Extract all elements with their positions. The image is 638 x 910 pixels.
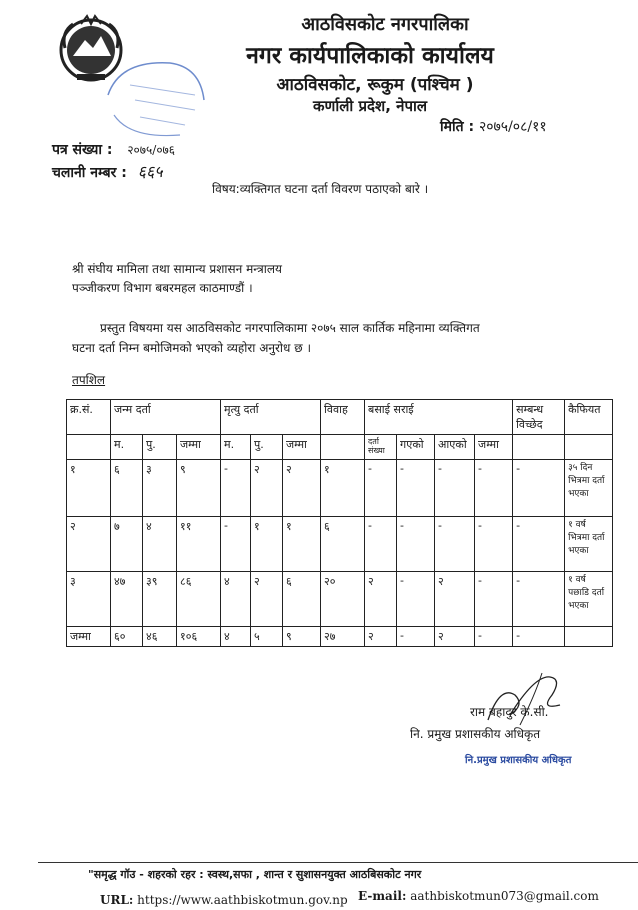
cell-marriage: ६ xyxy=(321,517,365,572)
cell-migration-total: - xyxy=(475,460,513,517)
cell-death-total: २ xyxy=(283,460,321,517)
letter-date xyxy=(440,117,547,136)
body-line-2: घटना दर्ता निम्न बमोजिमको भएको व्यहोरा अनुरोध छ । xyxy=(72,341,312,355)
cell-death-male: ४ xyxy=(221,572,251,627)
sub-female: पु. xyxy=(251,435,283,460)
designation-stamp: नि.प्रमुख प्रशासकीय अधिकृत xyxy=(465,755,572,766)
cell-remarks: १ वर्ष पछाडि दर्ता भएका xyxy=(565,572,613,627)
cell-death-total: ६ xyxy=(283,572,321,627)
cell-birth-total: १०६ xyxy=(177,627,221,647)
sub-female: पु. xyxy=(143,435,177,460)
dispatch-number xyxy=(52,160,163,182)
cell-death-male: - xyxy=(221,460,251,517)
footer-url xyxy=(100,893,348,907)
sub-total: जम्मा xyxy=(283,435,321,460)
sub-total: जम्मा xyxy=(475,435,513,460)
cell-birth-male: ६ xyxy=(111,460,143,517)
email-value[interactable]: aathbiskotmun073@gmail.com xyxy=(410,889,599,903)
cell-migration-total: - xyxy=(475,517,513,572)
table-header-row xyxy=(67,400,613,435)
cell-marriage: २७ xyxy=(321,627,365,647)
recipient-line-2: पञ्जीकरण विभाग बबरमहल काठमाण्डौं । xyxy=(72,281,253,295)
cell-death-total: १ xyxy=(283,517,321,572)
cell-divorce: - xyxy=(513,627,565,647)
cell-birth-male: ७ xyxy=(111,517,143,572)
cell-migration-went: - xyxy=(397,572,435,627)
cell-death-male: - xyxy=(221,517,251,572)
cell-sn: ३ xyxy=(67,572,111,627)
header-migration: बसाई सराई xyxy=(365,400,513,435)
body-line-1: प्रस्तुत विषयमा यस आठविसकोट नगरपालिकामा २०७५ साल कार्तिक महिनामा व्यक्तिगत xyxy=(100,321,480,335)
cell-remarks: ३५ दिन भित्रमा दर्ता भएका xyxy=(565,460,613,517)
letter-number xyxy=(52,140,175,159)
cell-birth-female: ३९ xyxy=(143,572,177,627)
cell-birth-female: ४ xyxy=(143,517,177,572)
cell-remarks: १ वर्ष भित्रमा दर्ता भएका xyxy=(565,517,613,572)
sub-came: आएको xyxy=(435,435,475,460)
cell-sn: २ xyxy=(67,517,111,572)
header-divorce: सम्बन्ध विच्छेद xyxy=(513,400,565,435)
footer-slogan: "समृद्ध गॉउ - शहरको रहर : स्वस्थ,सफा , शान्त र सुशासनयुक्त आठबिसकोट नगर xyxy=(88,868,422,881)
sub-went: गएको xyxy=(397,435,435,460)
table-row xyxy=(67,517,613,572)
cell-death-male: ४ xyxy=(221,627,251,647)
signatory-title: नि. प्रमुख प्रशासकीय अधिकृत xyxy=(410,727,541,741)
municipality-name: आठविसकोट नगरपालिका xyxy=(301,14,469,35)
cell-birth-male: ६० xyxy=(111,627,143,647)
cell-divorce: - xyxy=(513,460,565,517)
cell-marriage: १ xyxy=(321,460,365,517)
header-birth: जन्म दर्ता xyxy=(111,400,221,435)
cell-birth-female: ४६ xyxy=(143,627,177,647)
cell-sn: १ xyxy=(67,460,111,517)
cell-divorce: - xyxy=(513,517,565,572)
url-label: URL: xyxy=(100,893,134,907)
cell-migration-reg: - xyxy=(365,517,397,572)
office-name: नगर कार्यपालिकाको कार्यालय xyxy=(246,43,494,69)
cell-migration-came: २ xyxy=(435,572,475,627)
cell-migration-went: - xyxy=(397,460,435,517)
email-label: E-mail: xyxy=(358,889,407,903)
cell-total-label: जम्मा xyxy=(67,627,111,647)
cell-death-female: २ xyxy=(251,572,283,627)
dispatch-number-value: ६६५ xyxy=(137,162,163,181)
cell-birth-male: ४७ xyxy=(111,572,143,627)
cell-migration-total: - xyxy=(475,572,513,627)
date-label: मिति : xyxy=(440,119,475,135)
table-total-row xyxy=(67,627,613,647)
table-row xyxy=(67,460,613,517)
table-title: तपशिल xyxy=(72,373,106,387)
cell-birth-female: ३ xyxy=(143,460,177,517)
footer-divider xyxy=(38,862,638,863)
cell-birth-total: ८६ xyxy=(177,572,221,627)
cell-migration-went: - xyxy=(397,627,435,647)
footer-email xyxy=(358,889,599,903)
letter-subject: विषय:व्यक्तिगत घटना दर्ता विवरण पठाएको बारे । xyxy=(212,182,429,196)
cell-migration-came: २ xyxy=(435,627,475,647)
cell-birth-total: ११ xyxy=(177,517,221,572)
province-name: कर्णाली प्रदेश, नेपाल xyxy=(312,97,428,115)
sub-total: जम्मा xyxy=(177,435,221,460)
registration-table xyxy=(66,399,613,647)
url-value[interactable]: https://www.aathbiskotmun.gov.np xyxy=(137,893,348,907)
header-death: मृत्यु दर्ता xyxy=(221,400,321,435)
cell-death-female: २ xyxy=(251,460,283,517)
cell-death-female: ५ xyxy=(251,627,283,647)
cell-death-total: ९ xyxy=(283,627,321,647)
sub-reg-count: दर्ता संख्या xyxy=(365,435,397,460)
sub-male: म. xyxy=(111,435,143,460)
cell-migration-reg: २ xyxy=(365,627,397,647)
cell-birth-total: ९ xyxy=(177,460,221,517)
cell-migration-reg: २ xyxy=(365,572,397,627)
sub-male: म. xyxy=(221,435,251,460)
cell-migration-total: - xyxy=(475,627,513,647)
office-location: आठविसकोट, रूकुम (पश्चिम ) xyxy=(276,75,474,95)
letter-number-label: पत्र संख्या : xyxy=(52,142,113,158)
recipient-line-1: श्री संघीय मामिला तथा सामान्य प्रशासन मन्त्रालय xyxy=(72,262,282,276)
table-row xyxy=(67,572,613,627)
cell-migration-came: - xyxy=(435,460,475,517)
letter-number-value: २०७५/०७६ xyxy=(127,143,176,157)
header-sn: क्र.सं. xyxy=(67,400,111,435)
header-marriage: विवाह xyxy=(321,400,365,435)
cell-migration-went: - xyxy=(397,517,435,572)
cell-migration-came: - xyxy=(435,517,475,572)
dispatch-number-label: चलानी नम्बर : xyxy=(52,165,127,181)
signatory-name: राम बहादुर के.सी. xyxy=(470,705,549,719)
date-value: २०७५/०८/११ xyxy=(478,119,547,135)
cell-death-female: १ xyxy=(251,517,283,572)
cell-remarks xyxy=(565,627,613,647)
cell-marriage: २० xyxy=(321,572,365,627)
table-subheader-row xyxy=(67,435,613,460)
header-remarks: कैफियत xyxy=(565,400,613,435)
cell-migration-reg: - xyxy=(365,460,397,517)
cell-divorce: - xyxy=(513,572,565,627)
